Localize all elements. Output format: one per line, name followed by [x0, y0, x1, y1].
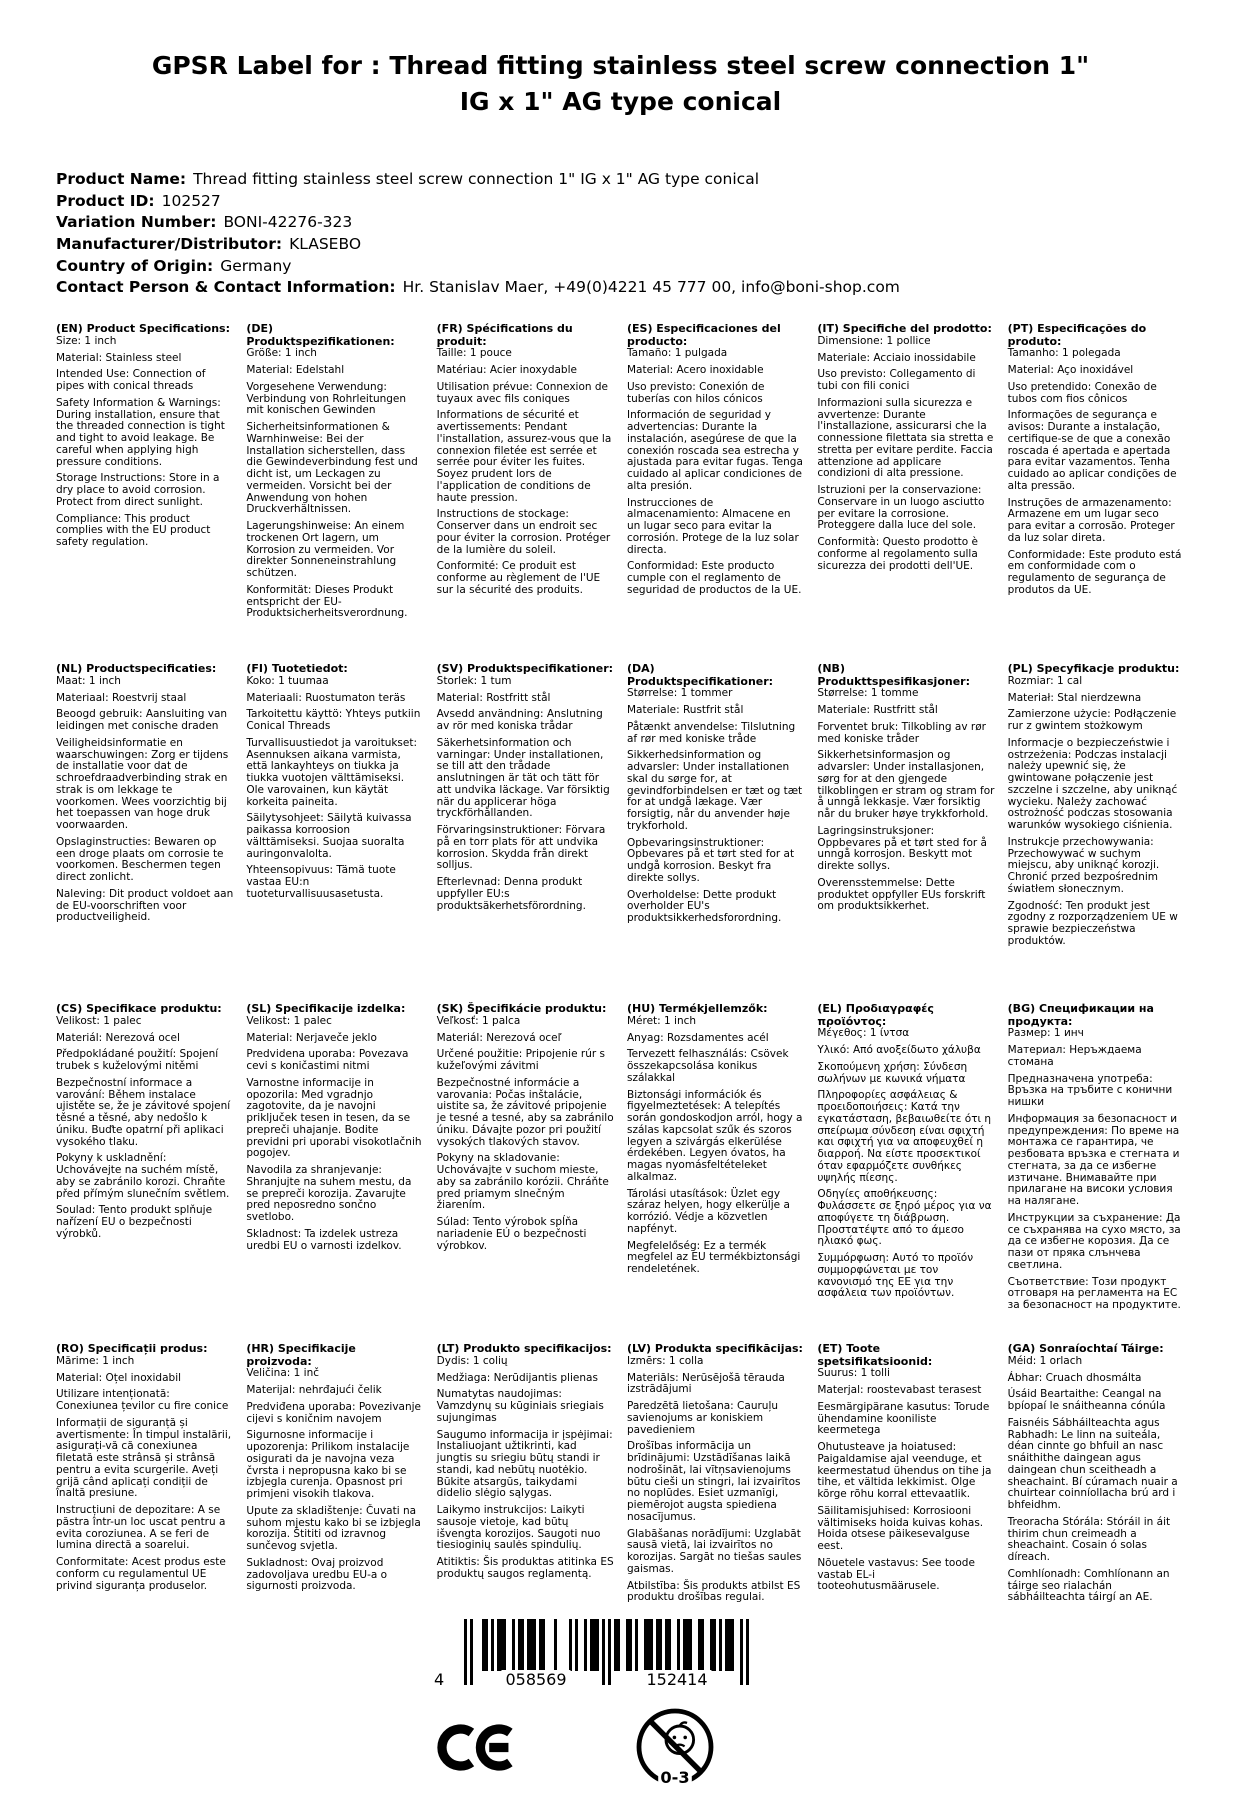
section-heading: (NL) Productspecificaties: [56, 662, 217, 676]
section-paragraph: Μέγεθος: 1 ίντσα [817, 1027, 910, 1040]
barcode [434, 1619, 749, 1693]
section-heading: (FR) Spécifications du produit: [436, 322, 573, 348]
age-warning-label: 0-3 [659, 1768, 690, 1788]
language-section-lt [437, 1343, 614, 1609]
barcode-digit-system: 4 [434, 1670, 445, 1690]
language-section-fi [246, 663, 423, 1003]
section-paragraph: Dydis: 1 colių [436, 1354, 508, 1367]
section-paragraph: Pokyny na skladovanie: Uchovávajte v suchom mieste, aby sa zabránilo korózii. Chráňte pred priamym slnečným žiarením. [436, 1152, 609, 1212]
product-info-label: Contact Person & Contact Information: [56, 278, 396, 297]
language-section-pt [1008, 323, 1185, 663]
language-section-lv [627, 1343, 804, 1609]
section-paragraph: Materiał: Stal nierdzewna [1007, 691, 1142, 704]
section-paragraph: Størrelse: 1 tomme [817, 687, 919, 700]
section-paragraph: Vorgesehene Verwendung: Verbindung von Rohrleitungen mit konischen Gewinden [246, 380, 407, 417]
section-heading: (NB) Produkttspesifikasjoner: [817, 662, 970, 688]
section-paragraph: Avsedd användning: Anslutning av rör med koniska trådar [436, 708, 603, 733]
language-grid [56, 323, 1185, 1609]
section-paragraph: Информация за безопасност и предупреждения: По време на монтажа се гарантира, че резбовата връзка е стегната и стегната, за да се избегне изтичане. Внимавайте при прилагане на високи условия на налягане. [1007, 1112, 1180, 1208]
section-paragraph: Tervezett felhasználás: Csövek összekapcsolása konikus szálakkal [626, 1048, 789, 1084]
section-paragraph: Materiale: Rustfritt stål [817, 704, 938, 717]
section-paragraph: Materiale: Rustfrit stål [626, 704, 744, 717]
section-paragraph: Sicherheitsinformationen & Warnhinweise: Bei der Installation sicherstellen, dass die Gewindeverbindung fest und dicht ist, um Leckagen zu vermeiden. Vorsicht bei der Anwendung von hohen Druckverhältnissen. [246, 421, 418, 516]
language-section-hu [627, 1003, 804, 1343]
section-paragraph: Zgodność: Ten produkt jest zgodny z rozporządzeniem UE w sprawie bezpieczeństwa produktów. [1007, 899, 1178, 947]
language-section-pl [1008, 663, 1185, 1003]
section-paragraph: Предназначена употреба: Връзка на тръбите с конични нишки [1007, 1072, 1173, 1109]
section-paragraph: Utilizare intenționată: Conexiunea țevilor cu fire conice [56, 1388, 229, 1413]
section-paragraph: Materiál: Nerezová oceľ [436, 1031, 562, 1044]
section-heading: (DE) Produktspezifikationen: [246, 322, 395, 348]
section-paragraph: Soulad: Tento produkt splňuje nařízení EU o bezpečnosti výrobků. [56, 1204, 213, 1240]
product-info-label: Product ID: [56, 191, 155, 210]
section-heading: (HR) Specifikacije proizvoda: [246, 1342, 356, 1368]
section-paragraph: Tarkoitettu käyttö: Yhteys putkiin Conical Threads [246, 708, 421, 733]
section-paragraph: Predvidena uporaba: Povezava cevi s koničastimi nitmi [246, 1048, 409, 1073]
product-info-label: Manufacturer/Distributor: [56, 235, 283, 254]
language-section-cs [56, 1003, 233, 1343]
language-section-es [627, 323, 804, 663]
section-paragraph: Určené použitie: Pripojenie rúr s kužeľovými závitmi [436, 1048, 605, 1073]
section-paragraph: Rozmiar: 1 cal [1007, 674, 1083, 687]
section-paragraph: Safety Information & Warnings: During installation, ensure that the threaded connection is tight and tight to avoid leakage. Be careful when applying high pressure conditions. [56, 396, 225, 468]
section-paragraph: Σκοπούμενη χρήση: Σύνδεση σωλήνων με κωνικά νήματα [817, 1060, 968, 1085]
section-heading: (FI) Tuotetiedot: [246, 662, 348, 676]
section-paragraph: Instruções de armazenamento: Armazene em um lugar seco para evitar a corrosão. Proteger da luz solar direta. [1007, 496, 1175, 544]
section-paragraph: Instrucțiuni de depozitare: A se păstra într-un loc uscat pentru a evita coroziunea. A se feri de lumina directă a soarelui. [56, 1504, 226, 1552]
section-paragraph: Konformität: Dieses Produkt entspricht der EU-Produktsicherheitsverordnung. [246, 583, 408, 620]
section-paragraph: Materiál: Nerezová ocel [56, 1031, 180, 1044]
product-info-value: Thread fitting stainless steel screw connection 1" IG x 1" AG type conical [193, 170, 760, 188]
section-paragraph: Biztonsági információk és figyelmeztetések: A telepítés során gondoskodjon arról, hogy a szálas kapcsolat szűk és szoros legyen a szivárgás elkerülése érdekében. Legyen óvatos, ha magas nyomásfeltételeket alkalmaz. [626, 1088, 803, 1183]
section-heading: (GA) Sonraíochtaí Táirge: [1007, 1342, 1164, 1356]
section-paragraph: Istruzioni per la conservazione: Conservare in un luogo asciutto per evitare la corrosione. Proteggere dalla luce del sole. [817, 484, 985, 532]
product-info-row [56, 191, 1185, 213]
language-section-ga [1008, 1343, 1185, 1609]
section-paragraph: Material: Nerjaveče jeklo [246, 1031, 377, 1044]
language-section-sl [246, 1003, 423, 1343]
language-section-sv [437, 663, 614, 1003]
section-paragraph: Overholdelse: Dette produkt overholder EU's produktsikkerhedsforordning. [626, 888, 782, 925]
section-paragraph: Upute za skladištenje: Čuvati na suhom mjestu kako bi se izbjegla korozija. Štititi od izravnog sunčevog svjetla. [246, 1504, 421, 1553]
section-paragraph: Размер: 1 инч [1007, 1027, 1084, 1040]
section-heading: (RO) Specificații produs: [56, 1342, 208, 1356]
product-info-label: Variation Number: [56, 213, 217, 232]
section-paragraph: Conformitate: Acest produs este conform cu regulamentul UE privind siguranța produselor. [56, 1556, 226, 1592]
section-paragraph: Størrelse: 1 tommer [626, 687, 733, 700]
section-paragraph: Atbilstība: Šis produkts atbilst ES produktu drošības regulai. [626, 1579, 801, 1604]
section-heading: (PT) Especificações do produto: [1007, 322, 1147, 348]
age-warning-0-3-icon [633, 1705, 717, 1793]
product-info-label: Product Name: [56, 170, 187, 188]
section-paragraph: Matériau: Acier inoxydable [436, 364, 577, 377]
product-info-row [56, 234, 1185, 256]
section-paragraph: Drošības informācija un brīdinājumi: Uzstādīšanas laikā nodrošināt, lai vītņsavienojums būtu cieši un stingri, lai izvairītos no noplūdes. Esiet uzmanīgi, piemērojot augsta spiediena nosacījumus. [626, 1440, 801, 1523]
section-heading: (LT) Produkto specifikacijos: [436, 1342, 612, 1356]
language-section-it [817, 323, 994, 663]
section-paragraph: Uso previsto: Collegamento di tubi con fili conici [817, 368, 976, 393]
section-paragraph: Sikkerhetsinformasjon og advarsler: Under installasjonen, sørg for at den gjengede tilkoblingen er stram og stram for å unngå lekkasje. Vær forsiktig når du bruker høye trykkforhold. [817, 749, 995, 821]
section-paragraph: Maat: 1 inch [56, 674, 121, 687]
section-paragraph: Bezpečnostné informácie a varovania: Počas inštalácie, uistite sa, že závitové pripojenie je tesné a tesné, aby sa zabránilo úniku. Dávajte pozor pri použití vysokých tlakových stavov. [436, 1076, 614, 1148]
product-info-value: BONI-42276-323 [223, 213, 353, 232]
section-paragraph: Efterlevnad: Denna produkt uppfyller EU:s produktsäkerhetsförordning. [436, 876, 586, 912]
section-paragraph: Size: 1 inch [56, 334, 117, 347]
section-paragraph: Instrucciones de almacenamiento: Almacene en un lugar seco para evitar la corrosión. Protege de la luz solar directa. [626, 496, 799, 556]
language-section-et [817, 1343, 994, 1609]
section-paragraph: Informații de siguranță și avertismente: În timpul instalării, asigurați-vă că conexiunea filetată este strânsă și strânsă pentru a evita scurgerile. Aveți grijă când aplicați condiții de înaltă presiune. [56, 1416, 232, 1500]
section-paragraph: Материал: Неръждаема стомана [1007, 1044, 1142, 1068]
product-info-value: Germany [220, 256, 292, 275]
ce-mark-icon [415, 1724, 515, 1775]
section-paragraph: Mărime: 1 inch [56, 1354, 135, 1367]
section-paragraph: Skladnost: Ta izdelek ustreza uredbi EU o varnosti izdelkov. [246, 1227, 402, 1252]
language-section-ro [56, 1343, 233, 1609]
section-paragraph: Yhteensopivuus: Tämä tuote vastaa EU:n tuoteturvallisuusasetusta. [246, 864, 396, 900]
section-paragraph: Zamierzone użycie: Podłączenie rur z gwintem stożkowym [1007, 708, 1177, 733]
section-paragraph: Materiale: Acciaio inossidabile [817, 351, 976, 364]
section-paragraph: Συμμόρφωση: Αυτό το προϊόν συμμορφώνεται με τον κανονισμό της ΕΕ για την ασφάλεια των προϊόντων. [817, 1252, 974, 1300]
language-section-da [627, 663, 804, 1003]
section-paragraph: Předpokládané použití: Spojení trubek s kuželovými nitěmi [56, 1048, 219, 1073]
section-paragraph: Méid: 1 orlach [1007, 1354, 1083, 1367]
section-paragraph: Treoracha Stórála: Stóráil in áit thirim chun creimeadh a sheachaint. Cosain ó solas díreach. [1007, 1515, 1171, 1564]
section-paragraph: Größe: 1 inch [246, 347, 317, 360]
section-paragraph: Lagerungshinweise: An einem trockenen Ort lagern, um Korrosion zu vermeiden. Vor direkter Sonneneinstrahlung schützen. [246, 520, 405, 580]
language-section-nb [817, 663, 994, 1003]
section-paragraph: Informacje o bezpieczeństwie i ostrzeżenia: Podczas instalacji należy upewnić się, że gwintowane połączenie jest szczelne i szczelne, aby uniknąć wycieku. Należy zachować ostrożność podczas stosowania warunków wysokiego ciśnienia. [1007, 736, 1178, 832]
section-paragraph: Laikymo instrukcijos: Laikyti sausoje vietoje, kad būtų išvengta korozijos. Saugoti nuo tiesioginių saulės spindulių. [436, 1504, 601, 1552]
section-paragraph: Съответствие: Този продукт отговаря на регламента на ЕС за безопасност на продуктите. [1007, 1275, 1181, 1312]
section-heading: (SV) Produktspecifikationer: [436, 662, 614, 676]
section-paragraph: Intended Use: Connection of pipes with conical threads [56, 368, 206, 393]
section-heading: (IT) Specifiche del prodotto: [817, 322, 992, 336]
section-paragraph: Veiligheidsinformatie en waarschuwingen: Zorg er tijdens de installatie voor dat de schroefdraadverbinding strak en strak is om lekkage te voorkomen. Wees voorzichtig bij het toepassen van hoge druk voorwaarden. [56, 736, 229, 832]
section-paragraph: Material: Oțel inoxidabil [56, 1371, 182, 1384]
section-heading: (PL) Specyfikacje produktu: [1007, 662, 1180, 676]
section-paragraph: Οδηγίες αποθήκευσης: Φυλάσσετε σε ξηρό μέρος για να αποφύγετε τη διάβρωση. Προστατέψτε από το άμεσο ηλιακό φως. [817, 1188, 992, 1248]
section-paragraph: Förvaringsinstruktioner: Förvara på en torr plats för att undvika korrosion. Skydda från direkt solljus. [436, 824, 606, 872]
section-paragraph: Turvallisuustiedot ja varoitukset: Asennuksen aikana varmista, että lankayhteys on tiukka ja tiukka vuotojen välttämiseksi. Ole varovainen, kun käytät korkeita paineita. [246, 736, 418, 808]
section-paragraph: Material: Acero inoxidable [626, 364, 764, 377]
section-paragraph: Medžiaga: Nerūdijantis plienas [436, 1371, 598, 1384]
section-paragraph: Инструкции за съхранение: Да се съхранява на сухо място, за да се избегне корозия. Да се пази от пряка слънчева светлина. [1007, 1211, 1181, 1271]
section-paragraph: Πληροφορίες ασφάλειας & προειδοποιήσεις: Κατά την εγκατάσταση, βεβαιωθείτε ότι η σπείρωμα σύνδεση είναι σφιχτή και σφιχτή για να αποφευχθεί η διαρροή. Να είστε προσεκτικοί όταν εφαρμόζετε συνθήκες υψηλής πίεσης. [817, 1089, 992, 1184]
language-section-hr [246, 1343, 423, 1609]
section-heading: (ES) Especificaciones del producto: [626, 322, 781, 348]
section-paragraph: Numatytas naudojimas: Vamzdynų su kūginiais sriegiais sujungimas [436, 1388, 604, 1424]
section-heading: (CS) Specifikace produktu: [56, 1002, 222, 1016]
section-paragraph: Säkerhetsinformation och varningar: Under installationen, se till att den trådade anslutningen är tät och tätt för att undvika läckage. Var försiktig när du applicerar höga tryckförhållanden. [436, 736, 610, 820]
section-paragraph: Materiāls: Nerūsējošā tērauda izstrādājumi [626, 1371, 785, 1396]
product-info-value: KLASEBO [289, 235, 362, 254]
language-section-en [56, 323, 233, 663]
section-paragraph: Velikost: 1 palec [246, 1014, 332, 1027]
section-paragraph: Sukladnost: Ovaj proizvod zadovoljava uredbu EU-a o sigurnosti proizvoda. [246, 1556, 388, 1593]
section-paragraph: Säilytysohjeet: Säilytä kuivassa paikassa korroosion välttämiseksi. Suojaa suoralta auringonvalolta. [246, 812, 412, 860]
section-heading: (EN) Product Specifications: [56, 322, 230, 336]
section-paragraph: Storage Instructions: Store in a dry place to avoid corrosion. Protect from direct sunlight. [56, 472, 220, 508]
section-paragraph: Nõuetele vastavus: See toode vastab EL-i tooteohutusmäärusele. [817, 1556, 975, 1593]
product-info-value: 102527 [161, 191, 221, 210]
section-heading: (ET) Toote spetsifikatsioonid: [817, 1342, 933, 1368]
section-paragraph: Suurus: 1 tolli [817, 1367, 890, 1380]
section-paragraph: Veličina: 1 inč [246, 1367, 320, 1380]
section-paragraph: Instructions de stockage: Conserver dans un endroit sec pour éviter la corrosion. Protéger de la lumière du soleil. [436, 508, 611, 556]
section-paragraph: Súlad: Tento výrobok spĺňa nariadenie EÚ o bezpečnosti výrobkov. [436, 1216, 587, 1252]
section-paragraph: Bezpečnostní informace a varování: Během instalace ujistěte se, že je závitové spojení těsné a těsné, aby nedošlo k úniku. Buďte opatrní při aplikaci vysokého tlaku. [56, 1076, 231, 1148]
language-section-el [817, 1003, 994, 1343]
section-paragraph: Sigurnosne informacije i upozorenja: Prilikom instalacije osigurati da je navojna veza čvrsta i nepropusna kako bi se izbjegla curenja. Opasnost pri primjeni visokih tlakova. [246, 1429, 410, 1501]
section-paragraph: Material: Stainless steel [56, 351, 182, 364]
section-paragraph: Comhlíonadh: Comhlíonann an táirge seo rialachán sábháilteachta táirgí an AE. [1007, 1567, 1170, 1604]
product-info-row [56, 277, 1185, 299]
section-paragraph: Tamaño: 1 pulgada [626, 347, 728, 360]
section-heading: (HU) Termékjellemzők: [626, 1002, 768, 1016]
section-heading: (SK) Špecifikácie produktu: [436, 1002, 607, 1016]
section-paragraph: Lagringsinstruksjoner: Oppbevares på et tørt sted for å unngå korrosjon. Beskytt mot direkte sollys. [817, 824, 987, 873]
product-info-label: Country of Origin: [56, 256, 214, 275]
section-paragraph: Navodila za shranjevanje: Shranjujte na suhem mestu, da se prepreči korozija. Zavarujte pred neposredno sončno svetlobo. [246, 1164, 412, 1224]
section-heading: (DA) Produktspecifikationer: [626, 662, 774, 688]
page-title-line2: IG x 1" AG type conical [459, 86, 782, 116]
section-paragraph: Izmērs: 1 colla [626, 1354, 704, 1367]
section-paragraph: Säilitamisjuhised: Korrosiooni vältimiseks hoida kuivas kohas. Hoida otsese päikesevalguse eest. [817, 1504, 984, 1553]
product-info-row [56, 169, 1185, 191]
page-title-line1: GPSR Label for : Thread fitting stainless steel screw connection 1" [151, 51, 1090, 80]
section-paragraph: Υλικό: Από ανοξείδωτο χάλυβα [817, 1044, 981, 1057]
section-paragraph: Conformità: Questo prodotto è conforme al regolamento sulla sicurezza dei prodotti dell'UE. [817, 536, 979, 572]
section-paragraph: Tamanho: 1 polegada [1007, 347, 1121, 360]
section-paragraph: Informazioni sulla sicurezza e avvertenze: Durante l'installazione, assicurarsi che la connessione filettata sia stretta e stretta per evitare perdite. Faccia attenzione ad applicare condizioni di alta pressione. [817, 396, 994, 480]
section-paragraph: Opslaginstructies: Bewaren op een droge plaats om corrosie te voorkomen. Beschermen tegen direct zonlicht. [56, 835, 224, 884]
language-section-nl [56, 663, 233, 1003]
section-paragraph: Conformité: Ce produit est conforme au règlement de l'UE sur la sécurité des produits. [436, 560, 601, 596]
language-section-fr [437, 323, 614, 663]
page-title [56, 48, 1185, 119]
section-paragraph: Tárolási utasítások: Üzlet egy száraz helyen, hogy elkerülje a korrózió. Védje a közvetlen napfényt. [626, 1187, 790, 1235]
section-paragraph: Atitiktis: Šis produktas atitinka ES produktų saugos reglamentą. [436, 1556, 614, 1580]
section-paragraph: Saugumo informacija ir įspėjimai: Instaliuojant užtikrinti, kad jungtis su sriegiu būtų standi ir standi, kad nebūtų nuotėkio. Būkite atsargūs, taikydami didelio slėgio sąlygas. [436, 1428, 613, 1500]
section-paragraph: Sikkerhedsinformation og advarsler: Under installationen skal du sørge for, at gevindforbindelsen er tæt og tæt for at undgå lækage. Vær forsigtig, når du anvender høje trykforhold. [626, 749, 803, 832]
language-section-de [246, 323, 423, 663]
language-section-sk [437, 1003, 614, 1343]
section-paragraph: Uso pretendido: Conexão de tubos com fios cônicos [1007, 380, 1157, 405]
section-paragraph: Utilisation prévue: Connexion de tuyaux avec fils coniques [436, 380, 608, 405]
section-paragraph: Overensstemmelse: Dette produktet oppfyller EUs forskrift om produktsikkerhet. [817, 876, 986, 913]
product-info-value: Hr. Stanislav Maer, +49(0)4221 45 777 00, info@boni-shop.com [402, 278, 900, 297]
section-paragraph: Materjal: roostevabast terasest [817, 1384, 982, 1397]
section-paragraph: Compliance: This product complies with the EU product safety regulation. [56, 512, 211, 549]
section-paragraph: Conformidade: Este produto está em conformidade com o regulamento de segurança de produtos da UE. [1007, 548, 1182, 596]
section-paragraph: Informations de sécurité et avertissements: Pendant l'installation, assurez-vous que la connexion filetée est serrée et serrée pour éviter les fuites. Soyez prudent lors de l'application de conditions de haute pression. [436, 409, 612, 504]
section-paragraph: Materiaal: Roestvrij staal [56, 691, 187, 704]
product-info-list [56, 169, 1185, 299]
section-paragraph: Taille: 1 pouce [436, 347, 512, 360]
section-paragraph: Glabāšanas norādījumi: Uzglabāt sausā vietā, lai izvairītos no korozijas. Sargāt no tiešas saules gaismas. [626, 1527, 802, 1575]
section-paragraph: Materijal: nehrđajući čelik [246, 1384, 382, 1397]
section-heading: (SL) Specifikacije izdelka: [246, 1002, 406, 1016]
barcode-section [56, 1619, 1185, 1693]
section-paragraph: Uso previsto: Conexión de tuberías con hilos cónicos [626, 380, 765, 405]
section-paragraph: Opbevaringsinstruktioner: Opbevares på et tørt sted for at undgå korrosion. Beskyt fra direkte sollys. [626, 836, 795, 884]
section-paragraph: Naleving: Dit product voldoet aan de EU-voorschriften voor productveiligheid. [56, 887, 234, 924]
section-paragraph: Megfelelőség: Ez a termék megfelel az EU termékbiztonsági rendeletének. [626, 1239, 801, 1276]
section-heading: (EL) Προδιαγραφές προϊόντος: [817, 1002, 934, 1028]
section-paragraph: Información de seguridad y advertencias: Durante la instalación, asegúrese de que la conexión roscada sea estrecha y ajustada para evitar fugas. Tenga cuidado al aplicar condiciones de alta presión. [626, 409, 803, 492]
section-paragraph: Méret: 1 inch [626, 1014, 697, 1027]
section-paragraph: Instrukcje przechowywania: Przechowywać w suchym miejscu, aby uniknąć korozji. Chronić przed bezpośrednim światłem słonecznym. [1007, 835, 1160, 895]
product-info-row [56, 256, 1185, 278]
section-paragraph: Faisnéis Sábháilteachta agus Rabhadh: Le linn na suiteála, déan cinnte go bhfuil an nasc snáithithe daingean agus daingean chun sceitheadh a sheachaint. Bí cúramach nuair a chuirtear coinníollacha brú ard i bhfeidhm. [1007, 1416, 1178, 1512]
section-paragraph: Paredzētā lietošana: Cauruļu savienojums ar koniskiem pavedieniem [626, 1400, 779, 1436]
section-paragraph: Material: Rostfritt stål [436, 691, 551, 704]
section-paragraph: Informações de segurança e avisos: Durante a instalação, certifique-se de que a conexão roscada é apertada e apertada para evitar vazamentos. Tenha cuidado ao aplicar condições de alta pressão. [1007, 409, 1177, 492]
language-section-bg [1008, 1003, 1185, 1343]
section-paragraph: Beoogd gebruik: Aansluiting van leidingen met conische draden [56, 708, 228, 733]
section-paragraph: Veľkosť: 1 palca [436, 1014, 521, 1027]
section-paragraph: Forventet bruk: Tilkobling av rør med koniske tråder [817, 720, 986, 745]
section-heading: (LV) Produkta specifikācijas: [626, 1342, 803, 1356]
section-paragraph: Påtænkt anvendelse: Tilslutning af rør med koniske tråde [626, 720, 796, 745]
section-paragraph: Anyag: Rozsdamentes acél [626, 1031, 769, 1044]
compliance-icons [1, 1705, 1130, 1793]
barcode-digit-left: 058569 [501, 1670, 570, 1689]
section-paragraph: Material: Edelstahl [246, 364, 345, 377]
section-paragraph: Dimensione: 1 pollice [817, 334, 931, 347]
section-paragraph: Eesmärgipärane kasutus: Torude ühendamine kooniliste keermetega [817, 1400, 990, 1437]
section-paragraph: Úsáid Beartaithe: Ceangal na bpíopaí le snáitheanna cónúla [1007, 1388, 1166, 1413]
section-paragraph: Ohutusteave ja hoiatused: Paigaldamise ajal veenduge, et keermestatud ühendus on tihe ja tihe, et vältida lekkimist. Olge kõrge rõhu korral ettevaatlik. [817, 1441, 992, 1501]
section-paragraph: Ábhar: Cruach dhosmálta [1007, 1371, 1142, 1384]
section-paragraph: Predviđena uporaba: Povezivanje cijevi s koničnim navojem [246, 1400, 422, 1425]
section-paragraph: Koko: 1 tuumaa [246, 674, 329, 687]
section-paragraph: Conformidad: Este producto cumple con el reglamento de seguridad de productos de la UE. [626, 560, 802, 596]
section-paragraph: Material: Aço inoxidável [1007, 364, 1134, 377]
barcode-digit-right: 152414 [642, 1670, 711, 1689]
product-info-row [56, 212, 1185, 234]
section-paragraph: Varnostne informacije in opozorila: Med vgradnjo zagotovite, da je navojni priključek tesen in tesen, da se prepreči uhajanje. Bodite previdni pri uporabi visokotlačnih pogojev. [246, 1076, 422, 1160]
section-heading: (BG) Спецификации на продукта: [1007, 1002, 1154, 1028]
section-paragraph: Pokyny k uskladnění: Uchovávejte na suchém místě, aby se zabránilo korozi. Chraňte před přímým slunečním světlem. [56, 1152, 230, 1200]
section-paragraph: Velikost: 1 palec [56, 1014, 142, 1027]
section-paragraph: Storlek: 1 tum [436, 674, 512, 687]
section-paragraph: Materiaali: Ruostumaton teräs [246, 691, 406, 704]
